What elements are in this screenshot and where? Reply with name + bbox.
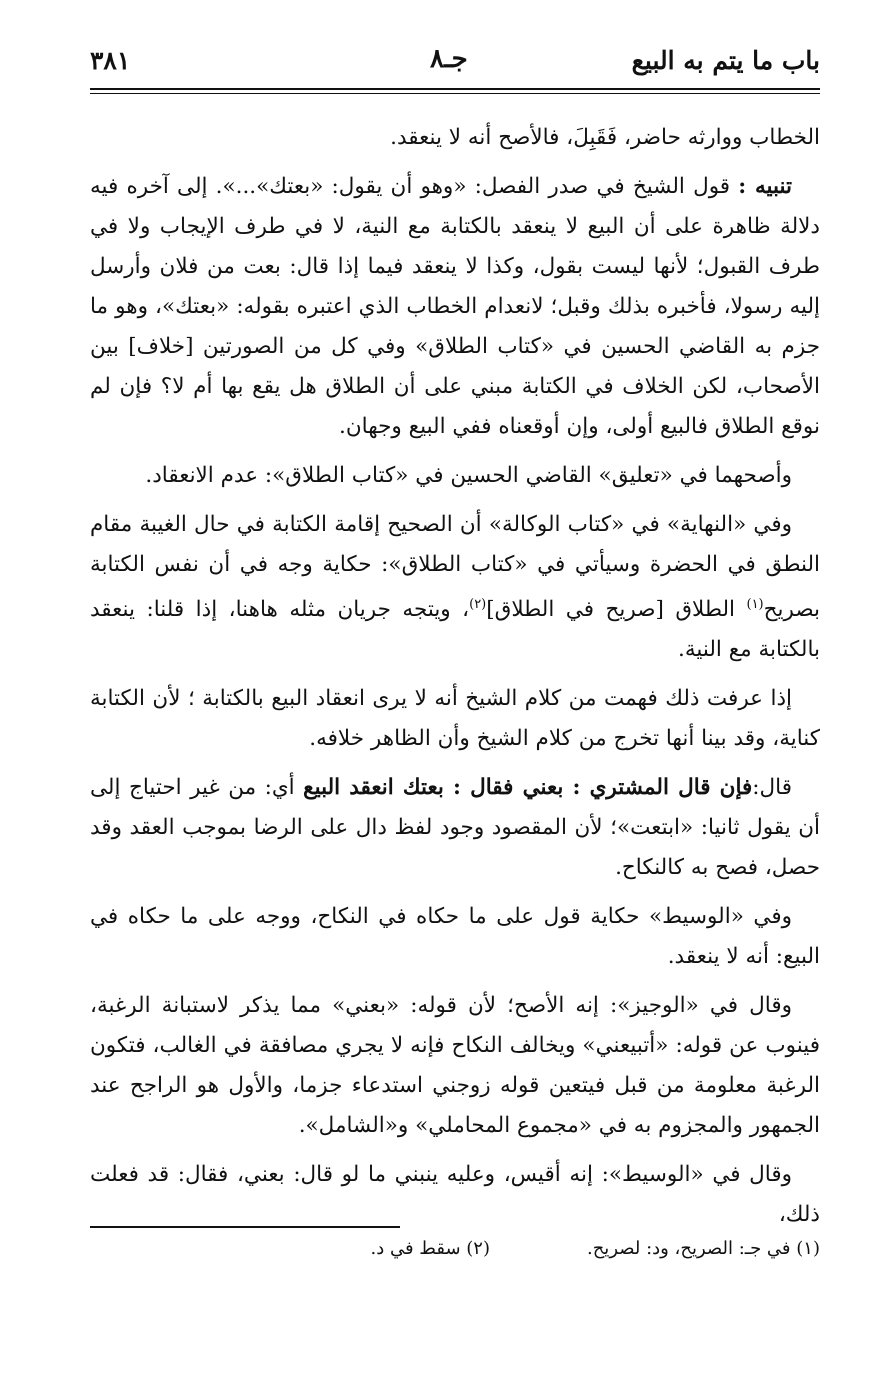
document-page	[90, 40, 820, 1259]
paragraph-text: قول الشيخ في صدر الفصل: «وهو أن يقول: «بعتك»...». إلى آخره فيه دلالة ظاهرة على أن البيع لا ينعقد بالكتابة مع النية، لا في طرف الإيجاب ولا في طرف القبول؛ لأنها ليست بقول، وكذا لا ينعقد فيما إذا قال: بعت من فلان وأرسل إليه رسولا، فأخبره بذلك وقبل؛ لانعدام الخطاب الذي اعتبره بقوله: «بعتك»، وهو ما جزم به القاضي الحسين في «كتاب الطلاق» وفي كل من الصورتين [خلاف] بين الأصحاب، لكن الخلاف في الكتابة مبني على أن الطلاق هل يقع بها أم لا؟ فإن لم نوقع الطلاق فالبيع أولى، وإن أوقعناه ففي البيع وجهان.	[90, 174, 820, 439]
volume-label: جـ٨	[430, 44, 468, 74]
paragraph-text: وفي «النهاية» في «كتاب الوكالة» أن الصحيح إقامة الكتابة في حال الغيبة مقام النطق في الحضرة وسيأتي في «كتاب الطلاق»: حكاية وجه في أن نفس الكتابة بصريح	[90, 512, 820, 623]
page-number: ٣٨١	[90, 46, 131, 75]
paragraph: إذا عرفت ذلك فهمت من كلام الشيخ أنه لا يرى انعقاد البيع بالكتابة ؛ لأن الكتابة كناية، وقد بينا أنها تخرج من كلام الشيخ وأن الظاهر خلافه.	[90, 686, 820, 752]
chapter-title: باب ما يتم به البيع	[631, 46, 820, 75]
header-rule-thick	[90, 88, 820, 90]
footnote-rule	[90, 1226, 400, 1228]
main-text	[90, 118, 820, 1244]
footnote-2: (٢) سقط في د.	[370, 1238, 490, 1259]
paragraph: الخطاب ووارثه حاضر، فَقَبِلَ، فالأصح أنه لا ينعقد.	[390, 125, 820, 150]
tanbih-label: تنبيه :	[738, 174, 792, 199]
paragraph-matn	[90, 768, 820, 888]
paragraph: وقال في «الوسيط»: إنه أقيس، وعليه ينبني ما لو قال: بعني، فقال: قد فعلت ذلك،	[90, 1162, 820, 1228]
paragraph-text: ، ويتجه جريان مثله هاهنا، إذا قلنا: ينعقد بالكتابة مع النية.	[90, 597, 820, 663]
paragraph-tanbih	[90, 167, 820, 447]
paragraph-text: الطلاق [صريح في الطلاق]	[486, 597, 735, 623]
running-header	[90, 40, 820, 84]
paragraph-text: قال:	[752, 775, 792, 801]
header-rule-thin	[90, 93, 820, 94]
footnote-1: (١) في جـ: الصريح، ود: لصريح.	[586, 1238, 820, 1259]
paragraph: وفي «الوسيط» حكاية قول على ما حكاه في النكاح، ووجه على ما حكاه في البيع: أنه لا ينعقد.	[90, 904, 820, 970]
paragraph	[90, 505, 820, 670]
matn-text: فإن قال المشتري : بعني فقال : بعتك انعقد البيع	[303, 775, 753, 801]
paragraph: وأصحهما في «تعليق» القاضي الحسين في «كتاب الطلاق»: عدم الانعقاد.	[145, 463, 792, 488]
paragraph: وقال في «الوجيز»: إنه الأصح؛ لأن قوله: «بعني» مما يذكر لاستبانة الرغبة، فينوب عن قوله: «أتبيعني» ويخالف النكاح فإنه لا يجري مصافقة في الغالب، فتكون الرغبة معلومة من قبل فيتعين قوله زوجني استدعاء جزما، والأول هو الراجح عند الجمهور والمجزوم به في «مجموع المحاملي» و«الشامل».	[90, 993, 820, 1139]
footnote-ref: (١)	[746, 597, 764, 612]
footnote-ref: (٢)	[469, 597, 487, 612]
paragraph-text: أي: من غير احتياج إلى أن يقول ثانيا: «ابتعت»؛ لأن المقصود وجود لفظ دال على الرضا بموجب العقد وقد حصل، فصح به كالنكاح.	[90, 775, 820, 881]
